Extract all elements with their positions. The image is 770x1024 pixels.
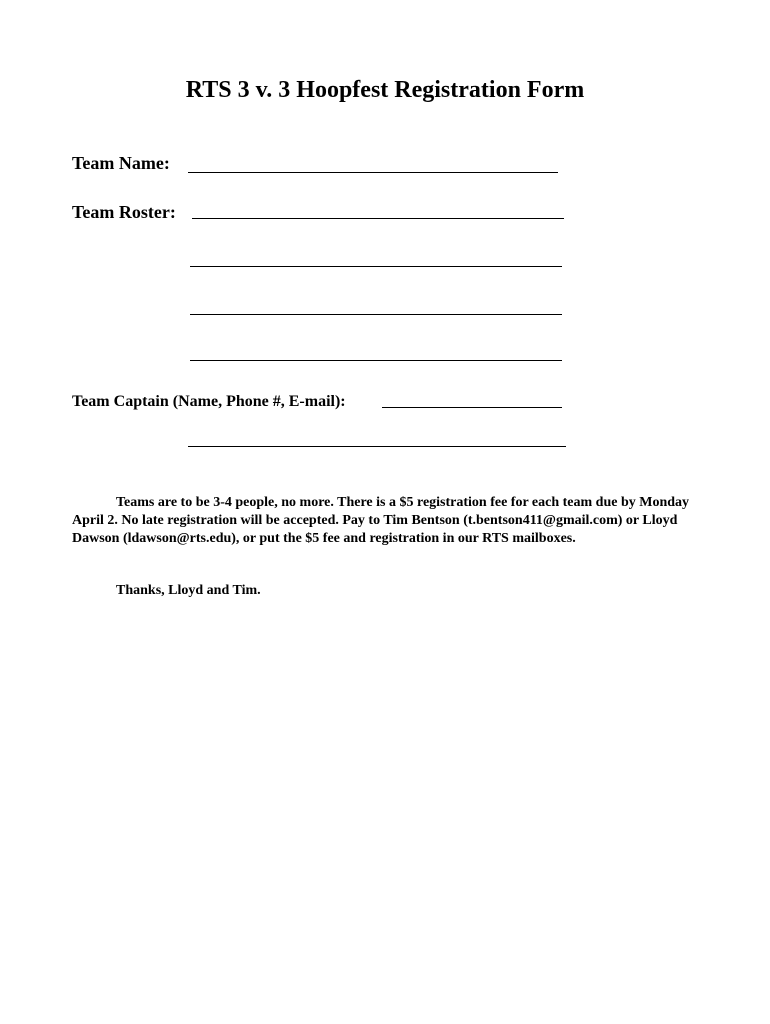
team-name-line[interactable] bbox=[188, 172, 558, 173]
team-name-label: Team Name: bbox=[72, 153, 170, 173]
team-captain-label: Team Captain (Name, Phone #, E-mail): bbox=[72, 393, 346, 410]
team-captain-line-1[interactable] bbox=[382, 407, 562, 408]
team-roster-line-3[interactable] bbox=[190, 314, 562, 315]
team-captain-line-2[interactable] bbox=[188, 446, 566, 447]
form-title: RTS 3 v. 3 Hoopfest Registration Form bbox=[185, 77, 585, 103]
team-roster-label: Team Roster: bbox=[72, 202, 176, 222]
team-roster-line-2[interactable] bbox=[190, 266, 562, 267]
registration-notice bbox=[72, 494, 692, 548]
registration-notice-text: Teams are to be 3-4 people, no more. There is a $5 registration fee for each team due by Monday April 2. No late registration will be accepted. Pay to Tim Bentson (t.bentson411@gmail.com) or Lloyd Dawson (ldawson@rts.edu), or put the $5 fee and registration in our RTS mailboxes. bbox=[72, 495, 690, 546]
team-roster-line-4[interactable] bbox=[190, 360, 562, 361]
team-roster-line-1[interactable] bbox=[192, 218, 564, 219]
signoff: Thanks, Lloyd and Tim. bbox=[116, 583, 261, 598]
